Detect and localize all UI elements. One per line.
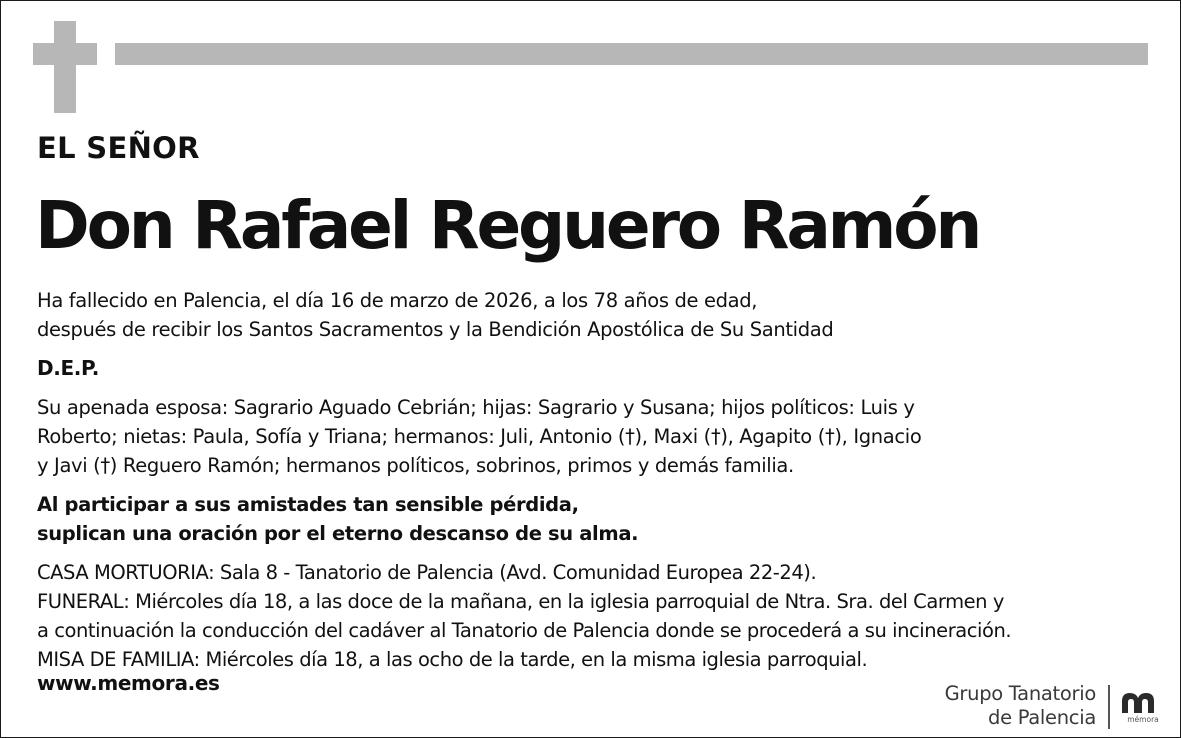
service-detail-line: CASA MORTUORIA: Sala 8 - Tanatorio de Palencia (Avd. Comunidad Europea 22-24). <box>37 561 817 584</box>
service-details <box>37 558 1011 674</box>
funeral-home-brand <box>945 682 1096 730</box>
brand-line: de Palencia <box>988 706 1096 729</box>
service-detail-line: a continuación la conducción del cadáver al Tanatorio de Palencia donde se procederá a su incineración. <box>37 619 1012 642</box>
death-notice <box>37 286 833 344</box>
brand-divider <box>1108 685 1110 729</box>
family-line: y Javi (†) Reguero Ramón; hermanos políticos, sobrinos, primos y demás familia. <box>37 454 794 477</box>
family-line: Su apenada esposa: Sagrario Aguado Cebrián; hijas: Sagrario y Susana; hijos políticos: Luis y <box>37 396 915 419</box>
website-link[interactable]: www.memora.es <box>37 671 220 695</box>
service-detail-line: FUNERAL: Miércoles día 18, a las doce de la mañana, en la iglesia parroquial de Ntra. Sra. del Carmen y <box>37 590 1004 613</box>
death-notice-line: después de recibir los Santos Sacramentos y la Bendición Apostólica de Su Santidad <box>37 318 834 341</box>
death-notice-line: Ha fallecido en Palencia, el día 16 de marzo de 2026, a los 78 años de edad, <box>37 289 758 312</box>
deceased-name: Don Rafael Reguero Ramón <box>35 187 980 264</box>
brand-line: Grupo Tanatorio <box>944 682 1096 705</box>
family-list <box>37 393 921 480</box>
service-detail-line: MISA DE FAMILIA: Miércoles día 18, a las ocho de la tarde, en la misma iglesia parroquial. <box>37 648 868 671</box>
cross-icon-arm <box>33 43 97 65</box>
dep-label: D.E.P. <box>37 356 99 380</box>
prayer-request-line: Al participar a sus amistades tan sensible pérdida, <box>37 493 579 516</box>
prayer-request-line: suplican una oración por el eterno descanso de su alma. <box>37 522 639 545</box>
family-line: Roberto; nietas: Paula, Sofía y Triana; hermanos: Juli, Antonio (†), Maxi (†), Agapito (†), Ignacio <box>37 425 922 448</box>
prayer-request <box>37 490 638 548</box>
honorific-title: EL SEÑOR <box>37 131 200 165</box>
cross-icon <box>54 21 76 113</box>
header-bar <box>115 43 1148 65</box>
memora-logo-text: mémora <box>1127 715 1159 724</box>
